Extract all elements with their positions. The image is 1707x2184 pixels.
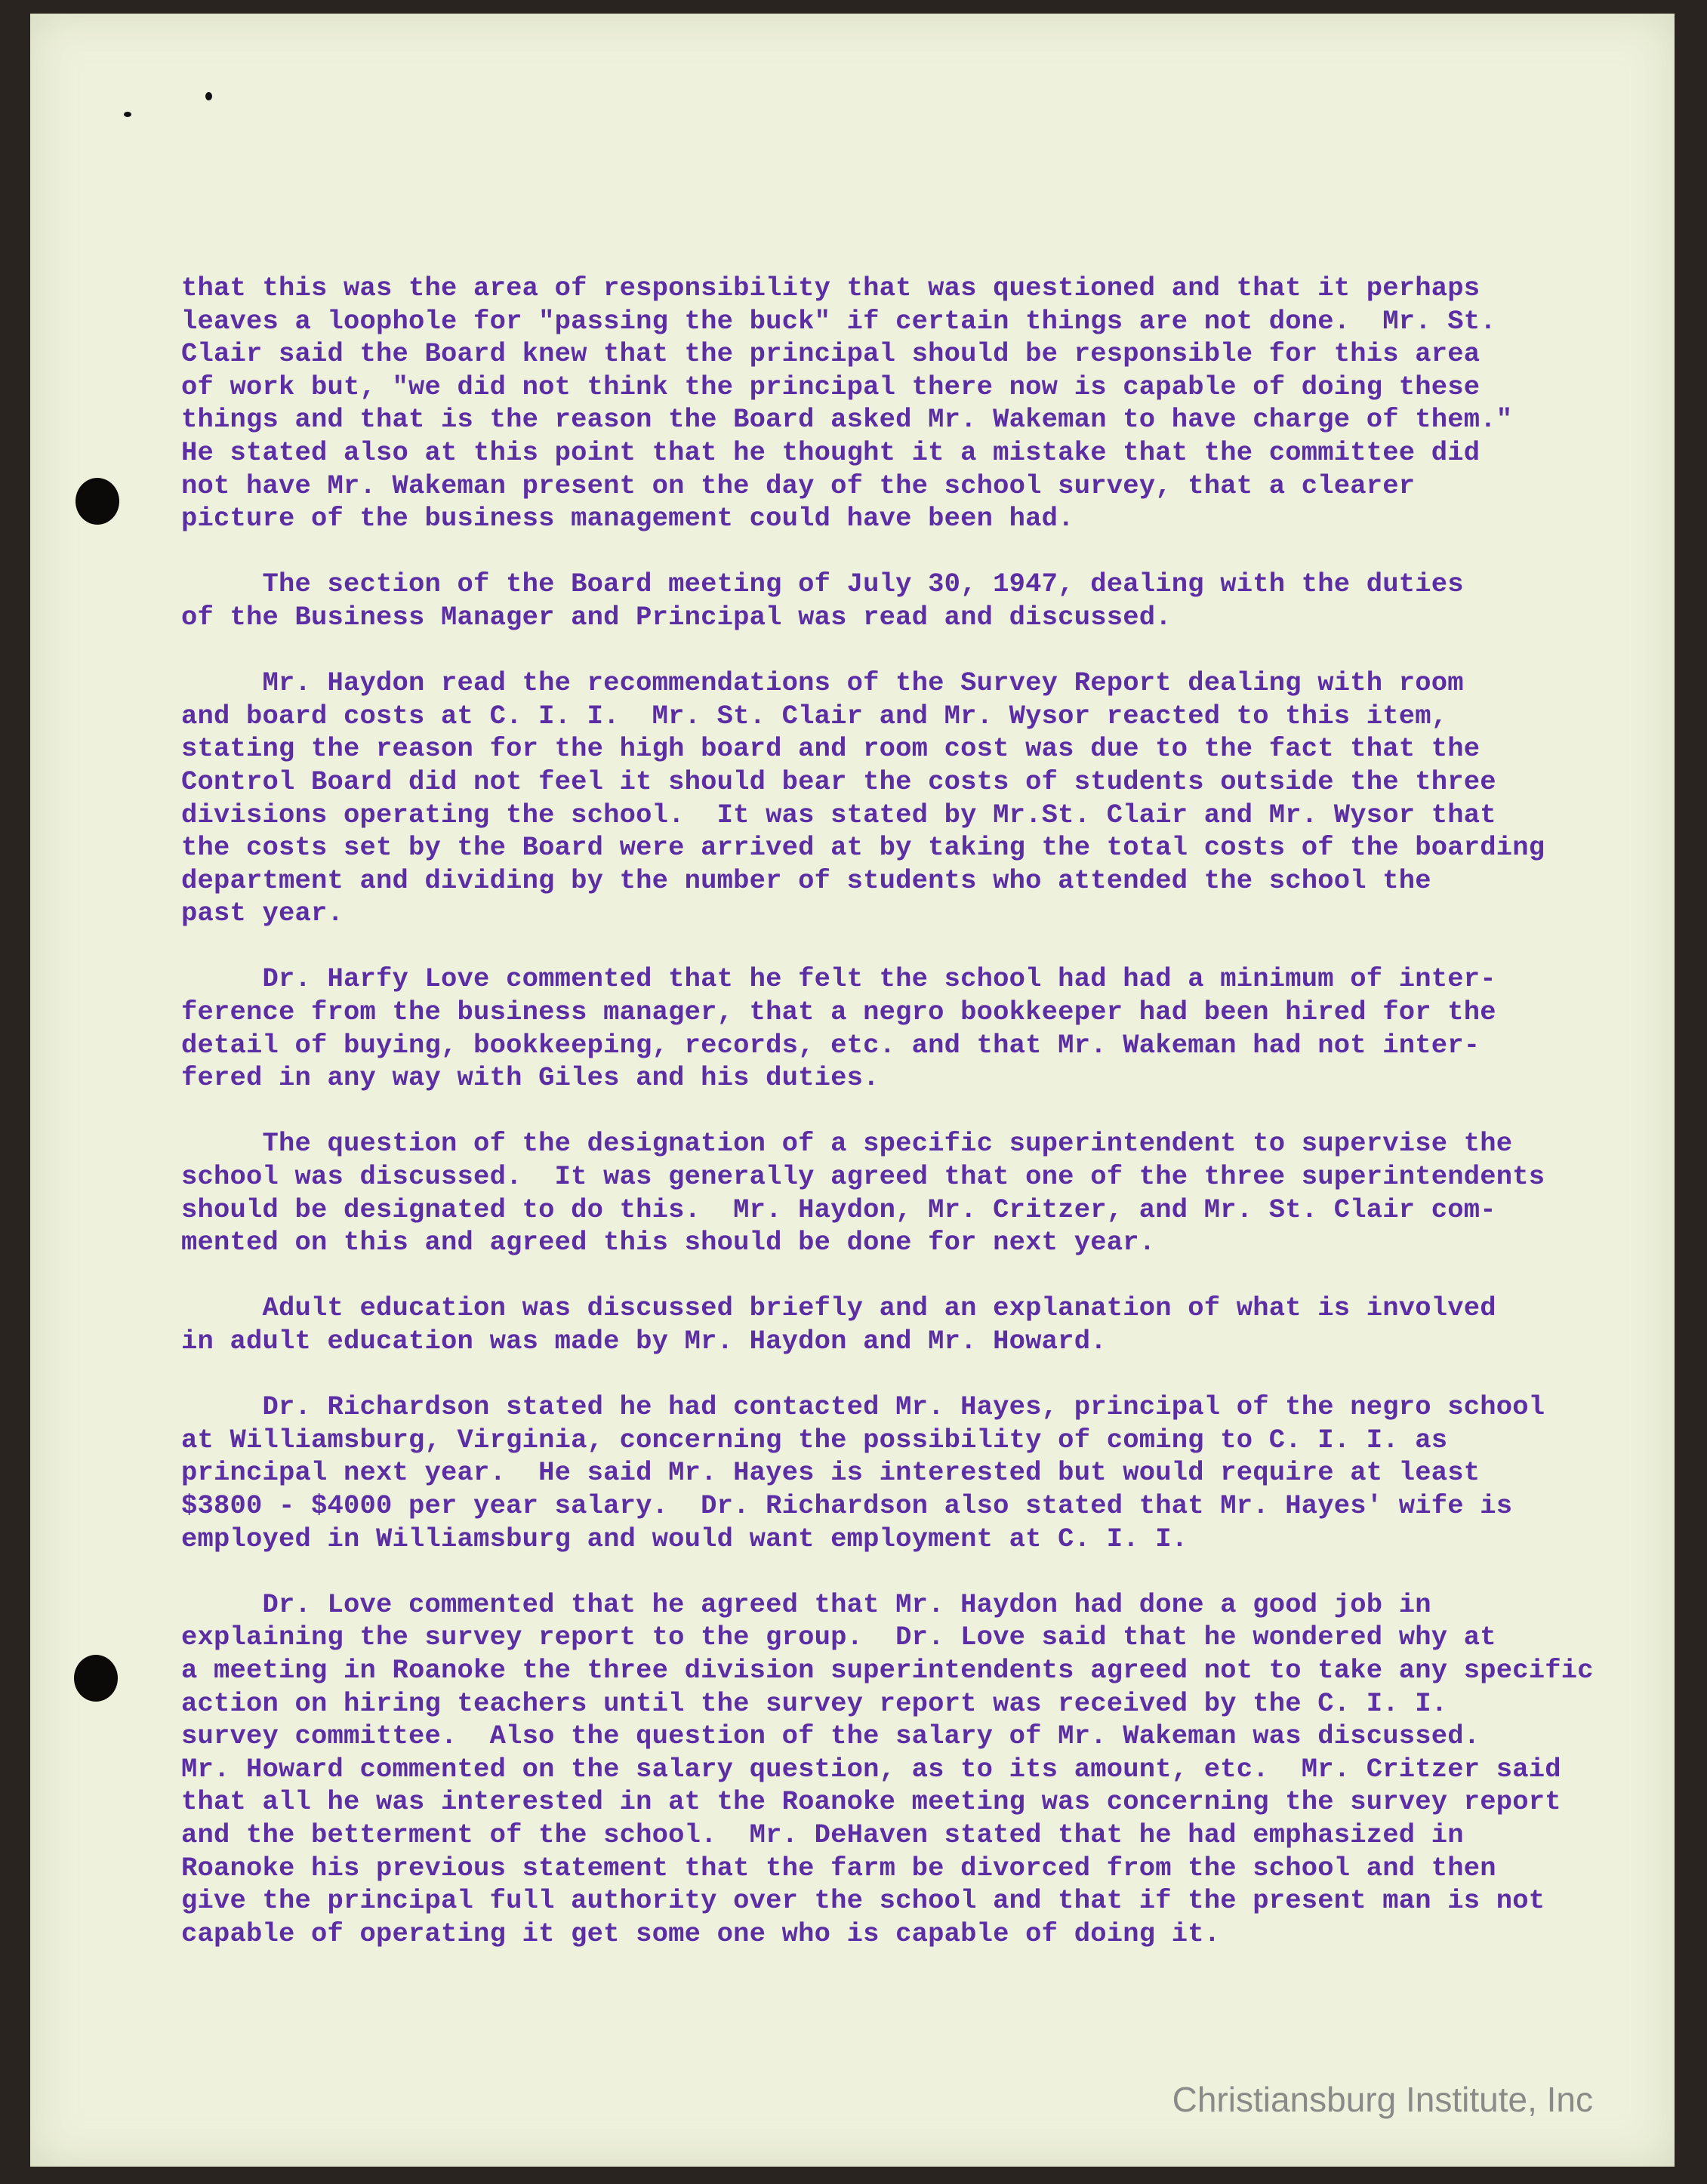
text-line: should be designated to do this. Mr. Haydon, Mr. Critzer, and Mr. St. Clair com- (181, 1194, 1496, 1225)
text-line: things and that is the reason the Board asked Mr. Wakeman to have charge of them." (181, 404, 1513, 436)
text-line: ference from the business manager, that a negro bookkeeper had been hired for the (181, 997, 1496, 1028)
text-line: action on hiring teachers until the survey report was received by the C. I. I. (181, 1687, 1448, 1719)
text-line: employed in Williamsburg and would want employment at C. I. I. (181, 1523, 1188, 1554)
text-line: Control Board did not feel it should bear the costs of students outside the three (181, 765, 1496, 797)
text-line: Roanoke his previous statement that the farm be divorced from the school and then (181, 1852, 1496, 1884)
punch-hole-bottom (74, 1655, 118, 1702)
paragraph (181, 963, 1638, 1094)
text-line: divisions operating the school. It was stated by Mr.St. Clair and Mr. Wysor that (181, 799, 1496, 830)
text-line: $3800 - $4000 per year salary. Dr. Richardson also stated that Mr. Hayes' wife is (181, 1489, 1513, 1521)
paragraph (181, 568, 1638, 633)
text-line: of the Business Manager and Principal was read and discussed. (181, 601, 1172, 633)
text-line: give the principal full authority over the school and that if the present man is not (181, 1885, 1545, 1917)
text-line: department and dividing by the number of students who attended the school the (181, 864, 1431, 896)
text-line: principal next year. He said Mr. Hayes is interested but would require at least (181, 1457, 1481, 1489)
text-line: survey committee. Also the question of the salary of Mr. Wakeman was discussed. (181, 1720, 1481, 1752)
text-line: past year. (181, 898, 344, 929)
text-line: Dr. Richardson stated he had contacted Mr. Hayes, principal of the negro school (181, 1391, 1545, 1423)
text-line: picture of the business management could have been had. (181, 503, 1074, 534)
text-line: fered in any way with Giles and his duties. (181, 1062, 880, 1094)
text-line: leaves a loophole for "passing the buck" if certain things are not done. Mr. St. (181, 305, 1496, 337)
punch-hole-top (75, 478, 119, 525)
paragraph (181, 1292, 1638, 1357)
text-line: and board costs at C. I. I. Mr. St. Clair and Mr. Wysor reacted to this item, (181, 700, 1448, 732)
text-line: Dr. Harfy Love commented that he felt the school had had a minimum of inter- (181, 963, 1496, 995)
text-line: a meeting in Roanoke the three division superintendents agreed not to take any specific (181, 1654, 1594, 1686)
document-page (30, 14, 1675, 2167)
text-line: The question of the designation of a specific superintendent to supervise the (181, 1128, 1513, 1160)
text-line: capable of operating it get some one who is capable of doing it. (181, 1918, 1221, 1949)
text-line: at Williamsburg, Virginia, concerning the possibility of coming to C. I. I. as (181, 1424, 1448, 1455)
paragraph (181, 1588, 1638, 1951)
text-line: Adult education was discussed briefly and an explanation of what is involved (181, 1292, 1496, 1324)
text-line: detail of buying, bookkeeping, records, etc. and that Mr. Wakeman had not inter- (181, 1029, 1481, 1061)
ink-speck (205, 92, 212, 100)
text-line: the costs set by the Board were arrived at by taking the total costs of the boarding (181, 832, 1545, 864)
paragraph (181, 667, 1638, 930)
text-line: Clair said the Board knew that the principal should be responsible for this area (181, 338, 1481, 370)
watermark: Christiansburg Institute, Inc (1172, 2080, 1593, 2119)
text-line: not have Mr. Wakeman present on the day of the school survey, that a clearer (181, 470, 1416, 501)
text-line: mented on this and agreed this should be done for next year. (181, 1227, 1156, 1258)
ink-speck (124, 112, 131, 117)
text-line: that this was the area of responsibility that was questioned and that it perhaps (181, 273, 1481, 303)
text-line: Mr. Haydon read the recommendations of the Survey Report dealing with room (181, 667, 1464, 699)
paragraph (181, 1391, 1638, 1555)
text-line: in adult education was made by Mr. Haydon and Mr. Howard. (181, 1326, 1107, 1357)
text-line: and the betterment of the school. Mr. DeHaven stated that he had emphasized in (181, 1819, 1464, 1850)
text-line: Dr. Love commented that he agreed that Mr. Haydon had done a good job in (181, 1588, 1431, 1620)
paragraph (181, 1127, 1638, 1258)
text-line: school was discussed. It was generally agreed that one of the three superintendents (181, 1161, 1545, 1193)
text-line: The section of the Board meeting of July 30, 1947, dealing with the duties (181, 568, 1464, 600)
text-line: Mr. Howard commented on the salary question, as to its amount, etc. Mr. Critzer said (181, 1753, 1561, 1785)
text-line: of work but, "we did not think the principal there now is capable of doing these (181, 371, 1481, 402)
text-line: He stated also at this point that he thought it a mistake that the committee did (181, 436, 1481, 468)
text-line: stating the reason for the high board and room cost was due to the fact that the (181, 733, 1481, 765)
paragraph (181, 272, 1638, 535)
text-line: that all he was interested in at the Roanoke meeting was concerning the survey report (181, 1786, 1561, 1818)
typed-minutes-text (181, 272, 1638, 1983)
text-line: explaining the survey report to the group. Dr. Love said that he wondered why at (181, 1622, 1496, 1653)
